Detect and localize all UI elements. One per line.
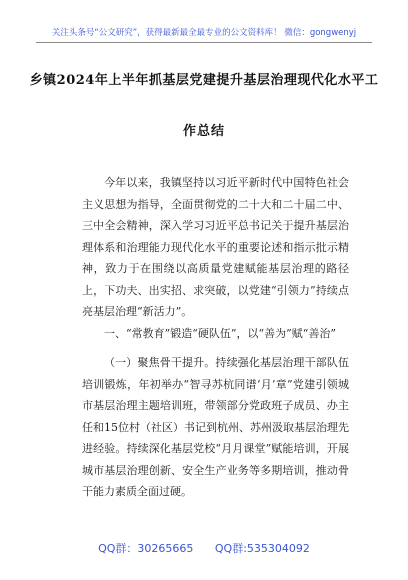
qq-group-2: QQ群:535304092 <box>214 542 310 555</box>
intro-paragraph: 今年以来，我镇坚持以习近平新时代中国特色社会主义思想为指导，全面贯彻党的二十大和二十届二中、三中全会精神，深入学习习近平总书记关于提升基层治理体系和治理能力现代化水平的重要论述和指示批示精神，致力于在围绕以高质量党建赋能基层治理的路径上，下功夫、出实招、求突破，以党建“引领力”持续点亮基层治理“新活力”。 <box>82 176 349 318</box>
document-body <box>82 172 349 503</box>
document-title-continued: 作总结 <box>182 124 225 139</box>
document-title: 乡镇2024年上半年抓基层党建提升基层治理现代化水平工 <box>29 73 379 88</box>
header-note: 关注头条号“公文研究”，获得最新最全最专业的公文资料库！ 微信：gongwenyj <box>51 28 357 38</box>
qq-group-1: QQ群：30265665 <box>98 542 194 555</box>
footer <box>0 540 408 556</box>
subsection-paragraph: （一）聚焦骨干提升。持续强化基层治理干部队伍培训锻炼，年初举办“智寻苏杭同谱‘月’章”党建引领城市基层治理主题培训班，带领部分党政班子成员、办主任和15位村（社区）书记到杭州、苏州汲取基层治理先进经验。持续深化基层党校“月月课堂”赋能培训，开展城市基层治理创新、安全生产业务等多期培训，推动骨干能力素质全面过硬。 <box>82 356 349 498</box>
header-divider <box>36 42 372 43</box>
section-heading: 一、“常教育”锻造“硬队伍”，以“善为”赋“善治” <box>104 326 336 340</box>
